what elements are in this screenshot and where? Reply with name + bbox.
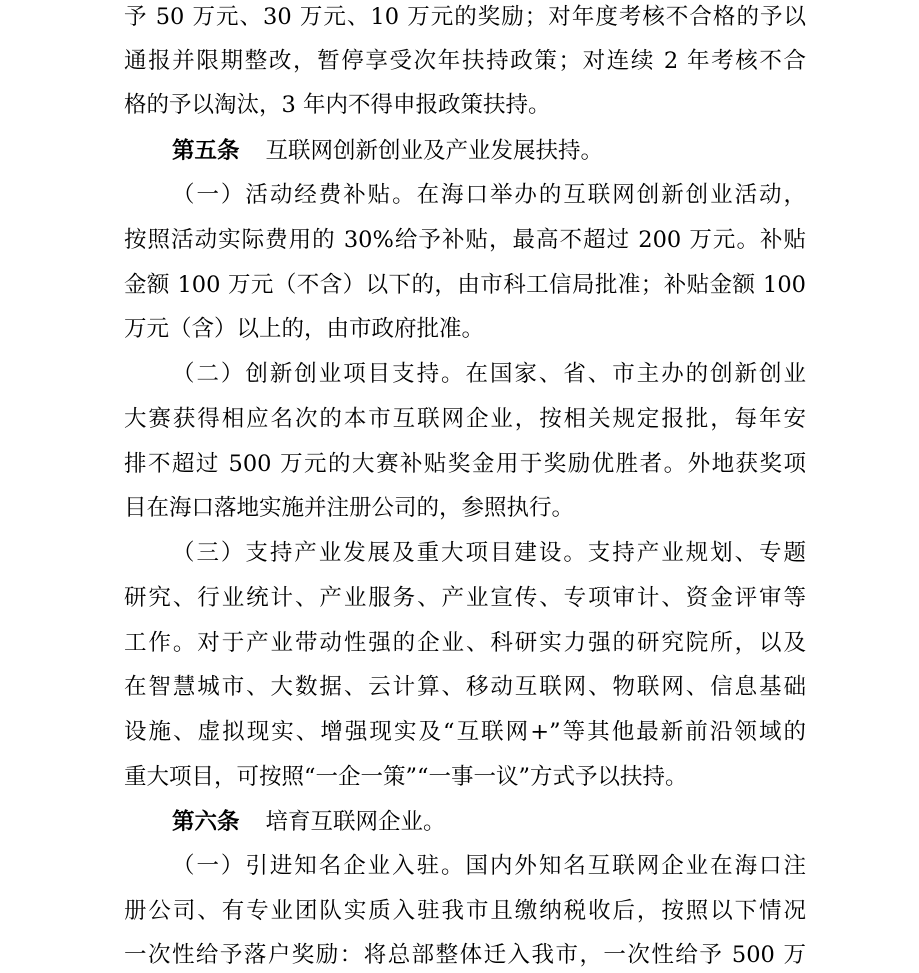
text-line: （一）活动经费补贴。在海口举办的互联网创新创业活动， xyxy=(172,182,806,208)
text-line: 通报并限期整改，暂停享受次年扶持政策；对连续 2 年考核不合 xyxy=(124,48,806,74)
text-line: 在智慧城市、大数据、云计算、移动互联网、物联网、信息基础 xyxy=(124,674,806,700)
article-number: 第五条 xyxy=(172,138,240,164)
text-line: 万元（含）以上的，由市政府批准。 xyxy=(124,316,485,342)
text-line: 设施、虚拟现实、增强现实及“互联网+”等其他最新前沿领域的 xyxy=(124,719,806,745)
text-line: 册公司、有专业团队实质入驻我市且缴纳税收后，按照以下情况 xyxy=(124,898,806,924)
text-line: 目在海口落地实施并注册公司的，参照执行。 xyxy=(124,495,575,521)
article-title: 培育互联网企业。 xyxy=(265,809,446,835)
text-line: 工作。对于产业带动性强的企业、科研实力强的研究院所，以及 xyxy=(124,630,806,656)
text-line: 重大项目，可按照“一企一策”“一事一议”方式予以扶持。 xyxy=(124,764,688,790)
article-title: 互联网创新创业及产业发展扶持。 xyxy=(265,138,604,164)
text-line: （一）引进知名企业入驻。国内外知名互联网企业在海口注 xyxy=(172,853,806,879)
text-line: 研究、行业统计、产业服务、产业宣传、专项审计、资金评审等 xyxy=(124,585,806,611)
text-line: 按照活动实际费用的 30%给予补贴，最高不超过 200 万元。补贴 xyxy=(124,227,806,253)
text-line: （三）支持产业发展及重大项目建设。支持产业规划、专题 xyxy=(172,540,806,566)
text-line: 排不超过 500 万元的大赛补贴奖金用于奖励优胜者。外地获奖项 xyxy=(124,451,806,477)
text-line: 一次性给予落户奖励：将总部整体迁入我市，一次性给予 500 万 xyxy=(124,942,806,968)
text-line: （二）创新创业项目支持。在国家、省、市主办的创新创业 xyxy=(172,361,806,387)
text-line: 大赛获得相应名次的本市互联网企业，按相关规定报批，每年安 xyxy=(124,406,806,432)
text-line: 金额 100 万元（不含）以下的，由市科工信局批准；补贴金额 100 xyxy=(124,272,806,298)
text-line: 格的予以淘汰，3 年内不得申报政策扶持。 xyxy=(124,92,551,118)
text-line: 予 50 万元、30 万元、10 万元的奖励；对年度考核不合格的予以 xyxy=(124,4,806,30)
article-heading xyxy=(172,807,806,837)
article-number: 第六条 xyxy=(172,809,240,835)
article-heading xyxy=(172,136,806,166)
